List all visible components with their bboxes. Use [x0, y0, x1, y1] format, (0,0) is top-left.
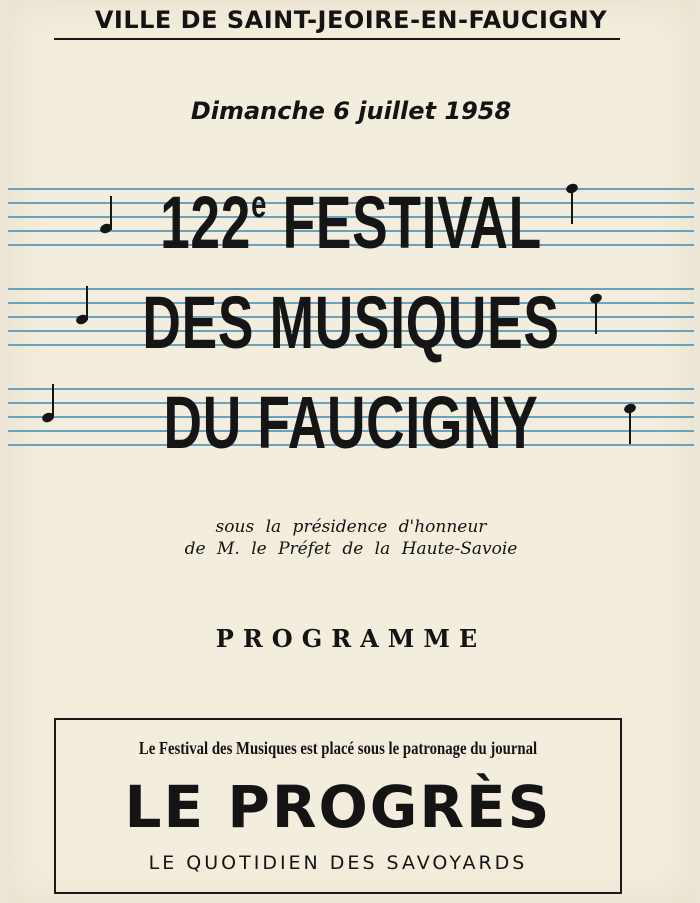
- program-cover: [8, 0, 694, 903]
- patronage-text: Le Festival des Musiques est placé sous le patronage du journal: [138, 738, 538, 758]
- event-date: Dimanche 6 juillet 1958: [190, 97, 512, 125]
- festival-title-line-3: DU FAUCIGNY: [163, 381, 539, 464]
- festival-title-line-2: DES MUSIQUES: [142, 281, 560, 364]
- town-heading: VILLE DE SAINT-JEOIRE-EN-FAUCIGNY: [94, 6, 608, 34]
- presidency-line-2: de M. le Préfet de la Haute-Savoie: [184, 539, 518, 559]
- presidency-line-1: sous la présidence d'honneur: [215, 517, 487, 537]
- journal-subtitle: LE QUOTIDIEN DES SAVOYARDS: [148, 852, 528, 874]
- festival-title-line-1: [104, 181, 598, 264]
- sponsor-box: [54, 718, 622, 894]
- edition-suffix: e: [251, 184, 268, 226]
- festival-word: FESTIVAL: [267, 181, 542, 264]
- programme-label: PROGRAMME: [215, 624, 487, 653]
- edition-number: 122: [160, 181, 252, 264]
- heading-rule: [54, 38, 620, 40]
- journal-logo: LE PROGRÈS: [124, 773, 552, 841]
